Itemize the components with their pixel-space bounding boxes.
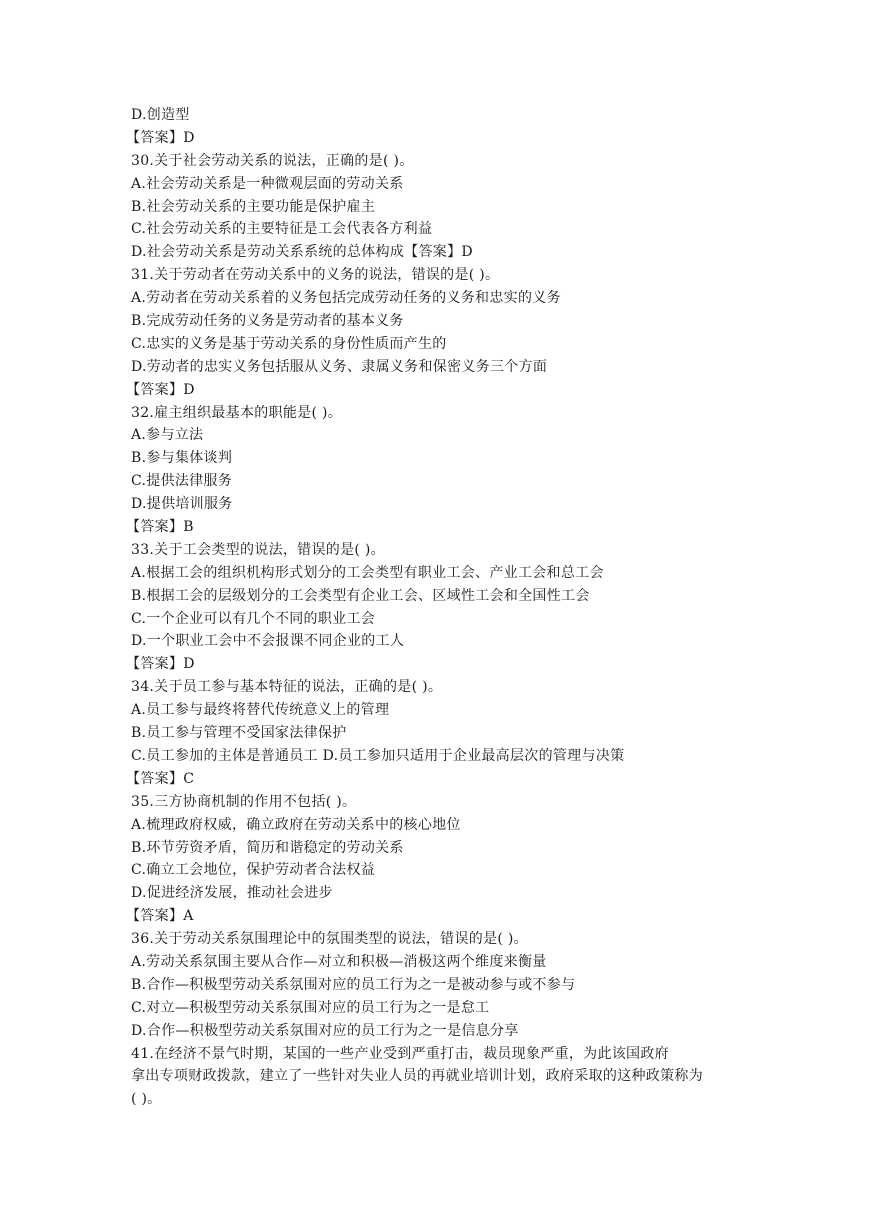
question-line: 32.雇主组织最基本的职能是( )。 [131, 404, 343, 421]
question-line: 34.关于员工参与基本特征的说法，正确的是( )。 [131, 679, 443, 696]
option-line: B.参与集体谈判 [131, 450, 233, 467]
answer-line: 【答案】C [126, 770, 195, 787]
answer-line: 【答案】D [126, 129, 195, 146]
option-line: B.员工参与管理不受国家法律保护 [131, 725, 347, 742]
option-line: A.梳理政府权威，确立政府在劳动关系中的核心地位 [131, 816, 461, 833]
option-line: C.确立工会地位，保护劳动者合法权益 [131, 862, 376, 879]
option-line: D.社会劳动关系是劳动关系系统的总体构成【答案】D [131, 244, 473, 261]
option-line: C.社会劳动关系的主要特征是工会代表各方利益 [131, 221, 433, 238]
question-line: 35.三方协商机制的作用不包括( )。 [131, 793, 357, 810]
question-line: 拿出专项财政拨款，建立了一些针对失业人员的再就业培训计划，政府采取的这种政策称为 [131, 1068, 703, 1085]
option-line: A.劳动者在劳动关系着的义务包括完成劳动任务的义务和忠实的义务 [131, 290, 561, 307]
option-line: D.创造型 [131, 107, 190, 123]
question-line: 33.关于工会类型的说法，错误的是( )。 [131, 541, 385, 558]
question-line: 31.关于劳动者在劳动关系中的义务的说法，错误的是( )。 [131, 267, 500, 284]
option-line: C.忠实的义务是基于劳动关系的身份性质而产生的 [131, 335, 447, 352]
answer-line: 【答案】D [126, 656, 195, 673]
option-line: A.参与立法 [131, 427, 204, 444]
option-line: A.员工参与最终将替代传统意义上的管理 [131, 702, 390, 719]
question-line: ( )。 [131, 1091, 162, 1108]
option-line: C.一个企业可以有几个不同的职业工会 [131, 610, 376, 627]
question-line: 41.在经济不景气时期，某国的一些产业受到严重打击，裁员现象严重，为此该国政府 [131, 1045, 669, 1062]
question-line: 30.关于社会劳动关系的说法，正确的是( )。 [131, 152, 414, 169]
option-line: B.合作—积极型劳动关系氛围对应的员工行为之一是被动参与或不参与 [131, 976, 576, 993]
option-line: C.提供法律服务 [131, 473, 233, 490]
question-line: 36.关于劳动关系氛围理论中的氛围类型的说法，错误的是( )。 [131, 931, 528, 948]
answer-line: 【答案】B [126, 519, 194, 536]
document-body [126, 104, 751, 1111]
option-line: D.提供培训服务 [131, 496, 233, 513]
option-line: D.一个职业工会中不会报课不同企业的工人 [131, 633, 405, 650]
option-line: A.社会劳动关系是一种微观层面的劳动关系 [131, 175, 404, 192]
option-line: D.合作—积极型劳动关系氛围对应的员工行为之一是信息分享 [131, 1022, 519, 1039]
option-line: C.员工参加的主体是普通员工 D.员工参加只适用于企业最高层次的管理与决策 [131, 747, 625, 764]
answer-line: 【答案】A [126, 908, 194, 925]
option-line: D.促进经济发展，推动社会进步 [131, 885, 333, 902]
option-line: A.劳动关系氛围主要从合作—对立和积极—消极这两个维度来衡量 [131, 953, 547, 970]
option-line: B.环节劳资矛盾，简历和谐稳定的劳动关系 [131, 839, 404, 856]
option-line: D.劳动者的忠实义务包括服从义务、隶属义务和保密义务三个方面 [131, 358, 548, 375]
option-line: B.社会劳动关系的主要功能是保护雇主 [131, 198, 376, 215]
answer-line: 【答案】D [126, 381, 195, 398]
option-line: A.根据工会的组织机构形式划分的工会类型有职业工会、产业工会和总工会 [131, 564, 604, 581]
option-line: C.对立—积极型劳动关系氛围对应的员工行为之一是怠工 [131, 999, 490, 1016]
option-line: B.根据工会的层级划分的工会类型有企业工会、区域性工会和全国性工会 [131, 587, 590, 604]
option-line: B.完成劳动任务的义务是劳动者的基本义务 [131, 313, 404, 330]
